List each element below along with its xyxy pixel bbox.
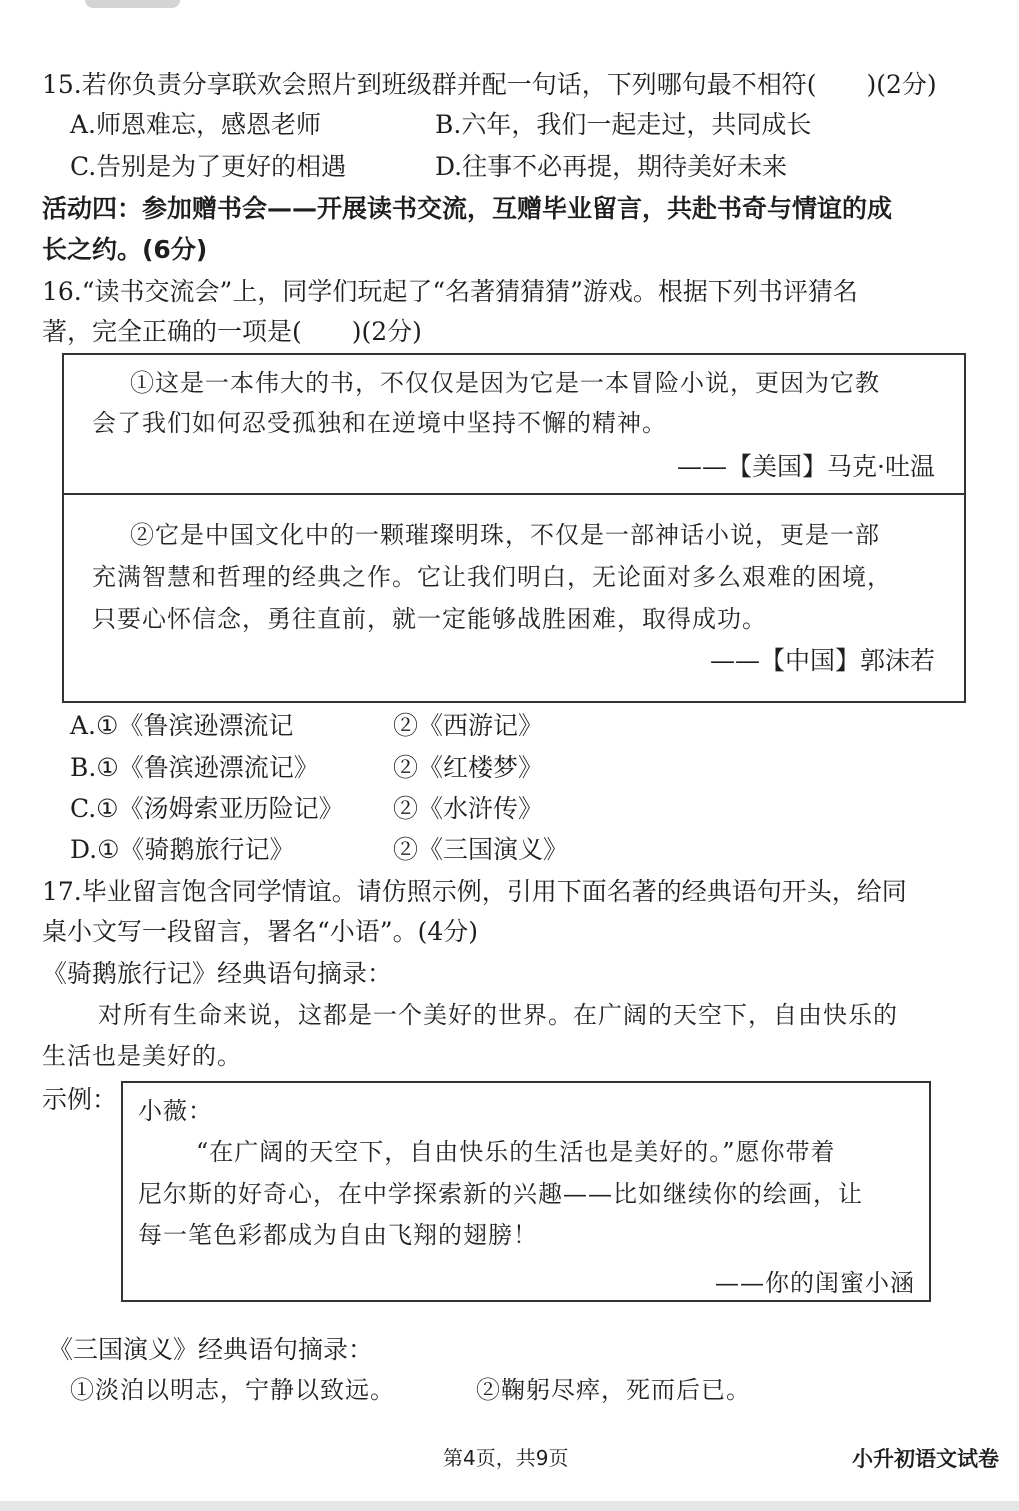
example-line3: 每一笔色彩都成为自由飞翔的翅膀！	[138, 1221, 538, 1249]
q17-quote2: ②鞠躬尽瘁，死而后已。	[476, 1376, 751, 1404]
review2-source: ——【中国】郭沫若	[709, 646, 935, 675]
page-number: 第4页，共9页	[443, 1446, 569, 1470]
q17-excerpt-line2: 生活也是美好的。	[42, 1042, 242, 1070]
q16-option-d-left: D.①《骑鹅旅行记》	[70, 835, 295, 864]
activity4-heading-line1: 活动四：参加赠书会——开展读书交流，互赠毕业留言，共赴书奇与情谊的成	[42, 194, 893, 223]
review2-line3: 只要心怀信念，勇往直前，就一定能够战胜困难，取得成功。	[92, 605, 767, 633]
q16-option-c-left: C.①《汤姆索亚历险记》	[70, 794, 344, 823]
example-signature: ——你的闺蜜小涵	[715, 1269, 915, 1297]
q15-question: 15.若你负责分享联欢会照片到班级群并配一句话，下列哪句最不相符( )(2分)	[42, 70, 937, 99]
review1-line1: ①这是一本伟大的书，不仅仅是因为它是一本冒险小说，更因为它教	[130, 369, 880, 397]
q15-option-d: D.往事不必再提，期待美好未来	[435, 152, 788, 181]
review-divider	[64, 493, 964, 495]
q17-excerpt-line1: 对所有生命来说，这都是一个美好的世界。在广阔的天空下，自由快乐的	[98, 1001, 898, 1029]
q17-question-line1: 17.毕业留言饱含同学情谊。请仿照示例，引用下面名著的经典语句开头，给同	[42, 877, 907, 906]
q15-option-c: C.告别是为了更好的相遇	[70, 152, 347, 181]
exam-title: 小升初语文试卷	[852, 1447, 999, 1471]
example-salutation: 小薇：	[138, 1097, 213, 1125]
q17-excerpt-label: 《骑鹅旅行记》经典语句摘录：	[42, 959, 393, 988]
review2-line1: ②它是中国文化中的一颗璀璨明珠，不仅是一部神话小说，更是一部	[130, 521, 880, 549]
scan-bottom-edge	[0, 1501, 1019, 1511]
q16-option-d-right: ②《三国演义》	[393, 835, 569, 864]
example-line1: “在广阔的天空下，自由快乐的生活也是美好的。”愿你带着	[196, 1138, 836, 1166]
q16-question-line2: 著，完全正确的一项是( )(2分)	[42, 317, 422, 346]
q15-option-b: B.六年，我们一起走过，共同成长	[435, 110, 812, 139]
q17-question-line2: 桌小文写一段留言，署名“小语”。(4分)	[42, 917, 478, 946]
q17-quote1: ①淡泊以明志，宁静以致远。	[70, 1376, 395, 1404]
q16-option-b-right: ②《红楼梦》	[393, 753, 544, 782]
q16-option-a-left: A.①《鲁滨逊漂流记	[70, 711, 294, 740]
example-line2: 尼尔斯的好奇心，在中学探索新的兴趣——比如继续你的绘画，让	[138, 1180, 863, 1208]
activity4-heading-line2: 长之约。(6分)	[42, 235, 208, 264]
q16-option-c-right: ②《水浒传》	[393, 794, 544, 823]
q16-option-b-left: B.①《鲁滨逊漂流记》	[70, 753, 319, 782]
q16-question-line1: 16.“读书交流会”上，同学们玩起了“名著猜猜猜”游戏。根据下列书评猜名	[42, 277, 858, 306]
q15-option-a: A.师恩难忘，感恩老师	[70, 110, 322, 139]
example-label: 示例：	[42, 1085, 118, 1114]
q16-option-a-right: ②《西游记》	[393, 711, 544, 740]
review1-source: ——【美国】马克·吐温	[677, 452, 935, 481]
review2-line2: 充满智慧和哲理的经典之作。它让我们明白，无论面对多么艰难的困境，	[92, 563, 892, 591]
q17-excerpt2-label: 《三国演义》经典语句摘录：	[48, 1335, 374, 1364]
review1-line2: 会了我们如何忍受孤独和在逆境中坚持不懈的精神。	[92, 409, 667, 437]
scan-smudge	[85, 0, 180, 8]
